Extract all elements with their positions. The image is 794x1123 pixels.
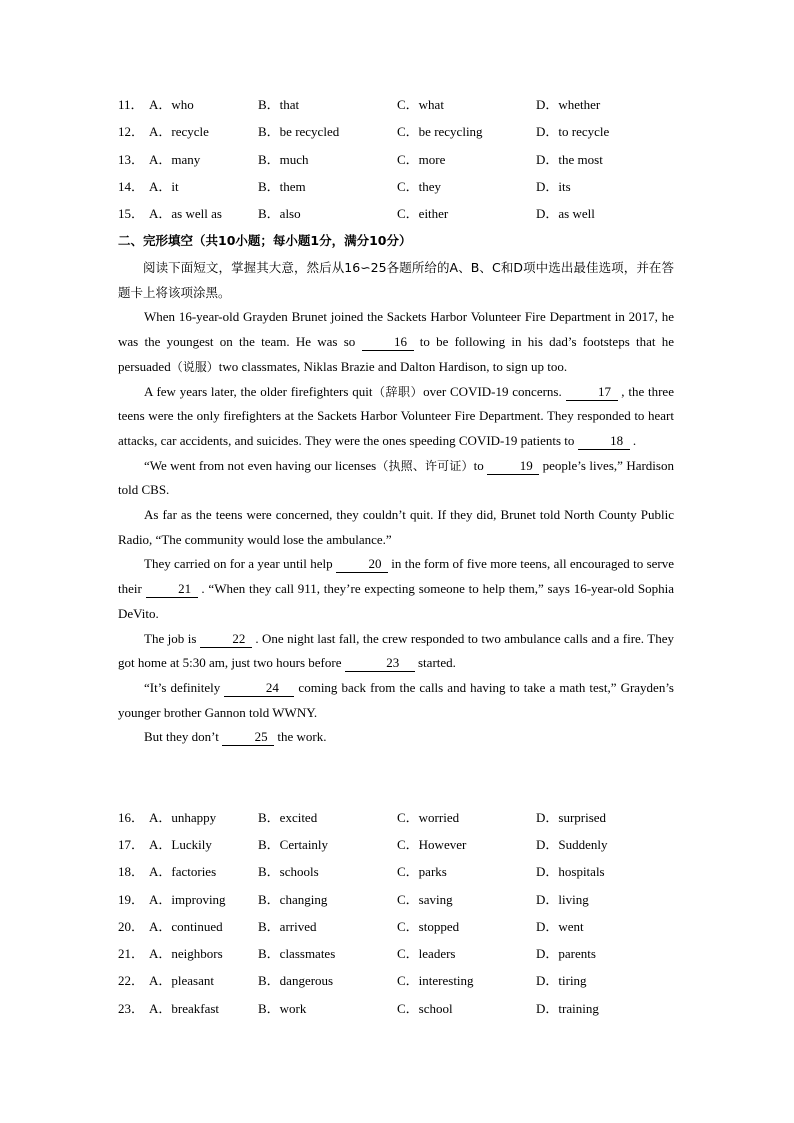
option-b: B．that <box>258 97 300 112</box>
option-b: B．classmates <box>258 946 336 961</box>
option-a: A．neighbors <box>149 946 223 961</box>
option-a: A．breakfast <box>149 1001 220 1016</box>
question-number: 20． <box>118 919 145 934</box>
blank-19: 19 <box>487 458 539 475</box>
blank-18: 18 <box>578 433 630 450</box>
question-14 <box>118 176 678 198</box>
option-c: C．However <box>397 837 467 852</box>
question-number: 18． <box>118 864 145 879</box>
option-a: A．many <box>149 152 201 167</box>
option-b: B．much <box>258 152 309 167</box>
paragraph-text: They carried on for a year until help <box>144 556 336 572</box>
paragraph <box>118 380 674 454</box>
question-number: 23． <box>118 1001 145 1016</box>
option-a: A．improving <box>149 892 226 907</box>
option-b: B．excited <box>258 810 318 825</box>
question-11 <box>118 94 678 116</box>
question-number: 14． <box>118 179 145 194</box>
option-c: C．be recycling <box>397 124 483 139</box>
cloze-passage <box>118 256 674 750</box>
paragraph <box>118 454 674 503</box>
chinese-gloss: （辞职） <box>372 384 424 399</box>
paragraph-text: started. <box>414 655 456 671</box>
paragraph: As far as the teens were concerned, they couldn’t quit. If they did, Brunet told North County Public Radio, “The community would lose the ambulance.” <box>118 507 674 547</box>
option-d: D．to recycle <box>536 124 610 139</box>
chinese-gloss: （执照、许可证） <box>376 458 474 473</box>
option-b: B．work <box>258 1001 307 1016</box>
paragraph-text: in the form of five more teens, all encouraged to serve their <box>118 556 674 597</box>
option-b: B．arrived <box>258 919 317 934</box>
option-b: B．changing <box>258 892 328 907</box>
question-12 <box>118 121 678 143</box>
question-19 <box>118 889 678 911</box>
question-22 <box>118 970 678 992</box>
option-c: C．saving <box>397 892 453 907</box>
option-a: A．unhappy <box>149 810 217 825</box>
question-17 <box>118 834 678 856</box>
paragraph-text: two classmates, Niklas Brazie and Dalton Hardison, to sign up too. <box>218 358 568 374</box>
option-c: C．either <box>397 206 449 221</box>
section-title: 二、完形填空（共10小题；每小题1分，满分10分） <box>118 233 412 248</box>
paragraph-text: A few years later, the older firefighters quit <box>144 383 373 399</box>
question-number: 21． <box>118 946 145 961</box>
option-a: A．it <box>149 179 179 194</box>
paragraph-text: . One night last fall, the crew responded to two ambulance calls and a fire. They got home at 5:30 am, just two hours before <box>118 630 674 671</box>
question-20 <box>118 916 678 938</box>
paragraph <box>118 627 674 676</box>
question-number: 13． <box>118 152 145 167</box>
option-d: D．surprised <box>536 810 607 825</box>
option-c: C．parks <box>397 864 447 879</box>
paragraph <box>118 725 674 750</box>
question-21 <box>118 943 678 965</box>
paragraph-text: “We went from not even having our licenses <box>144 457 377 473</box>
option-a: A．Luckily <box>149 837 212 852</box>
blank-16: 16 <box>362 334 414 351</box>
option-a: A．recycle <box>149 124 209 139</box>
option-b: B．Certainly <box>258 837 329 852</box>
question-15 <box>118 203 678 225</box>
question-number: 16． <box>118 810 145 825</box>
paragraph <box>118 676 674 725</box>
paragraph-text: . <box>629 432 637 448</box>
option-d: D．tiring <box>536 973 587 988</box>
question-number: 19． <box>118 892 145 907</box>
option-a: A．who <box>149 97 194 112</box>
chinese-gloss: （说服） <box>170 359 219 374</box>
option-a: A．continued <box>149 919 223 934</box>
question-18 <box>118 861 678 883</box>
option-b: B．also <box>258 206 301 221</box>
option-a: A．as well as <box>149 206 222 221</box>
paragraph-text: , the three teens were the only firefighters at the Sackets Harbor Volunteer Fire Department. They responded to heart attacks, car accidents, and suicides. They were the ones speeding COVID-19 patients to <box>118 383 674 448</box>
option-d: D．its <box>536 179 571 194</box>
paragraph-text: over COVID-19 concerns. <box>423 383 566 399</box>
paragraph-text: to be following in his dad’s footsteps that he persuaded <box>118 334 674 374</box>
paragraph-text: “It’s definitely <box>144 679 225 695</box>
option-c: C．more <box>397 152 446 167</box>
paragraph-text: When 16-year-old Grayden Brunet joined the Sackets Harbor Volunteer Fire Department in 2017, he was the youngest on the team. He was so <box>118 309 674 350</box>
question-number: 12． <box>118 124 145 139</box>
option-d: D．as well <box>536 206 595 221</box>
option-d: D．the most <box>536 152 603 167</box>
option-d: D．living <box>536 892 589 907</box>
paragraph-text: to <box>473 457 488 473</box>
paragraph-text: . “When they call 911, they’re expecting someone to help them,” says 16-year-old Sophia DeVito. <box>118 581 674 621</box>
option-b: B．schools <box>258 864 319 879</box>
question-number: 17． <box>118 837 145 852</box>
paragraph <box>118 552 674 626</box>
question-number: 11． <box>118 97 144 112</box>
question-number: 22． <box>118 973 145 988</box>
option-a: A．factories <box>149 864 217 879</box>
option-c: C．interesting <box>397 973 474 988</box>
option-c: C．what <box>397 97 444 112</box>
option-d: D．whether <box>536 97 601 112</box>
question-16 <box>118 807 678 829</box>
question-number: 15． <box>118 206 145 221</box>
option-d: D．training <box>536 1001 599 1016</box>
blank-20: 20 <box>336 556 388 573</box>
option-c: C．worried <box>397 810 460 825</box>
option-c: C．stopped <box>397 919 460 934</box>
section-instruction: 阅读下面短文，掌握其大意，然后从16∽25各题所给的A、B、C和D项中选出最佳选项，并在答题卡上将该项涂黑。 <box>118 260 674 300</box>
option-b: B．them <box>258 179 306 194</box>
blank-23: 23 <box>345 655 415 672</box>
paragraph-text: But they don’t <box>144 729 223 745</box>
option-c: C．leaders <box>397 946 456 961</box>
paragraph-text: people’s lives,” Hardison told CBS. <box>118 457 674 498</box>
paragraph-text: coming back from the calls and having to take a math test,” Grayden’s younger brother Gannon told WWNY. <box>118 679 674 720</box>
blank-21: 21 <box>146 581 198 598</box>
blank-22: 22 <box>200 631 252 648</box>
option-a: A．pleasant <box>149 973 214 988</box>
option-d: D．went <box>536 919 584 934</box>
option-b: B．be recycled <box>258 124 340 139</box>
blank-24: 24 <box>224 680 294 697</box>
question-23 <box>118 998 678 1020</box>
question-13 <box>118 149 678 171</box>
option-b: B．dangerous <box>258 973 334 988</box>
option-d: D．Suddenly <box>536 837 608 852</box>
paragraph <box>118 305 674 379</box>
option-c: C．they <box>397 179 442 194</box>
blank-25: 25 <box>222 729 274 746</box>
option-d: D．hospitals <box>536 864 605 879</box>
paragraph-text: The job is <box>144 630 200 646</box>
option-c: C．school <box>397 1001 453 1016</box>
paragraph-text: the work. <box>274 729 327 745</box>
blank-17: 17 <box>566 384 618 401</box>
option-d: D．parents <box>536 946 596 961</box>
